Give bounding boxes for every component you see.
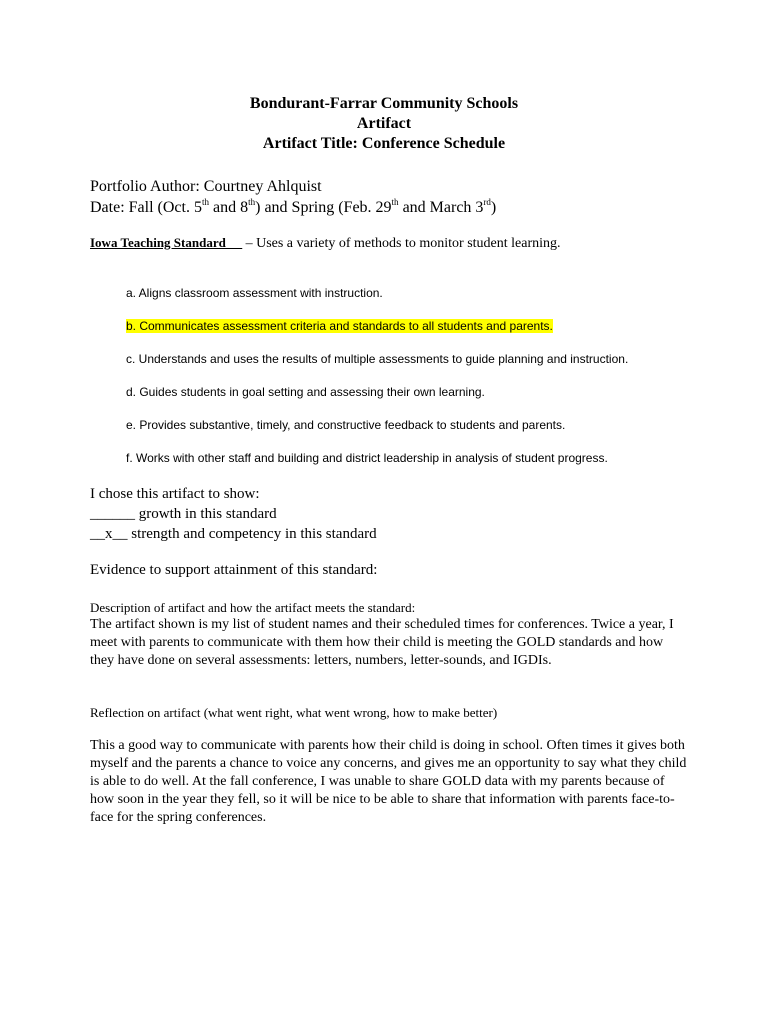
criteria-list (126, 284, 628, 482)
criteria-item-f (126, 449, 628, 482)
purpose-strength: __x__ strength and competency in this standard (90, 526, 377, 542)
evidence-heading: Evidence to support attainment of this standard: (90, 562, 378, 578)
artifact-title: Artifact Title: Conference Schedule (262, 135, 506, 152)
date-part: and 8 (208, 199, 249, 216)
criteria-item-c (126, 350, 628, 383)
artifact-purpose (90, 484, 377, 544)
description-body: The artifact shown is my list of student names and their scheduled times for conferences. Twice a year, I meet with parents to communicate with them how their child is meeting the GOLD standards and how they have done on several assessments: letters, numbers, letter-sounds, and IGDIs. (90, 617, 674, 668)
reflection-heading: Reflection on artifact (what went right, what went wrong, how to make better) (90, 705, 498, 720)
date-superscript: rd (483, 196, 491, 207)
criteria-text: a. Aligns classroom assessment with instruction. (126, 286, 383, 300)
artifact-description (90, 599, 690, 670)
criteria-text-highlighted: b. Communicates assessment criteria and standards to all students and parents. (126, 319, 553, 333)
artifact-heading: Artifact (356, 115, 412, 132)
school-name: Bondurant-Farrar Community Schools (249, 95, 519, 112)
purpose-growth: ______ growth in this standard (90, 506, 277, 522)
description-heading: Description of artifact and how the artifact meets the standard: (90, 600, 416, 615)
criteria-item-a (126, 284, 628, 317)
date-superscript: th (248, 196, 256, 207)
criteria-text: c. Understands and uses the results of multiple assessments to guide planning and instruction. (126, 352, 629, 366)
document-header (0, 94, 768, 154)
date-part: and March 3 (398, 199, 484, 216)
date-superscript: th (391, 196, 399, 207)
date-superscript: th (201, 196, 209, 207)
date-part: ) (490, 199, 497, 216)
standard-label: Iowa Teaching Standard __ (90, 235, 243, 250)
criteria-text: f. Works with other staff and building and district leadership in analysis of student progress. (126, 451, 608, 465)
standard-text: – Uses a variety of methods to monitor student learning. (242, 236, 561, 251)
portfolio-author: Portfolio Author: Courtney Ahlquist (90, 178, 322, 195)
purpose-intro: I chose this artifact to show: (90, 486, 260, 502)
reflection-body: This a good way to communicate with parents how their child is doing in school. Often times it gives both myself and the parents a chance to voice any concerns, and gives me an opportunity to say what they child is able to do well. At the fall conference, I was unable to share GOLD data with my parents because of how soon in the year they fell, so it will be nice to be able to share that information with parents face-to-face for the spring conferences. (90, 738, 687, 825)
portfolio-meta (90, 176, 496, 218)
criteria-item-d (126, 383, 628, 416)
date-part: ) and Spring (Feb. 29 (255, 199, 392, 216)
criteria-item-b (126, 317, 628, 350)
criteria-text: d. Guides students in goal setting and assessing their own learning. (126, 385, 485, 399)
teaching-standard (90, 234, 561, 253)
date-part: Date: Fall (Oct. 5 (90, 199, 202, 216)
artifact-date (90, 197, 496, 218)
criteria-item-e (126, 416, 628, 449)
criteria-text: e. Provides substantive, timely, and constructive feedback to students and parents. (126, 418, 566, 432)
